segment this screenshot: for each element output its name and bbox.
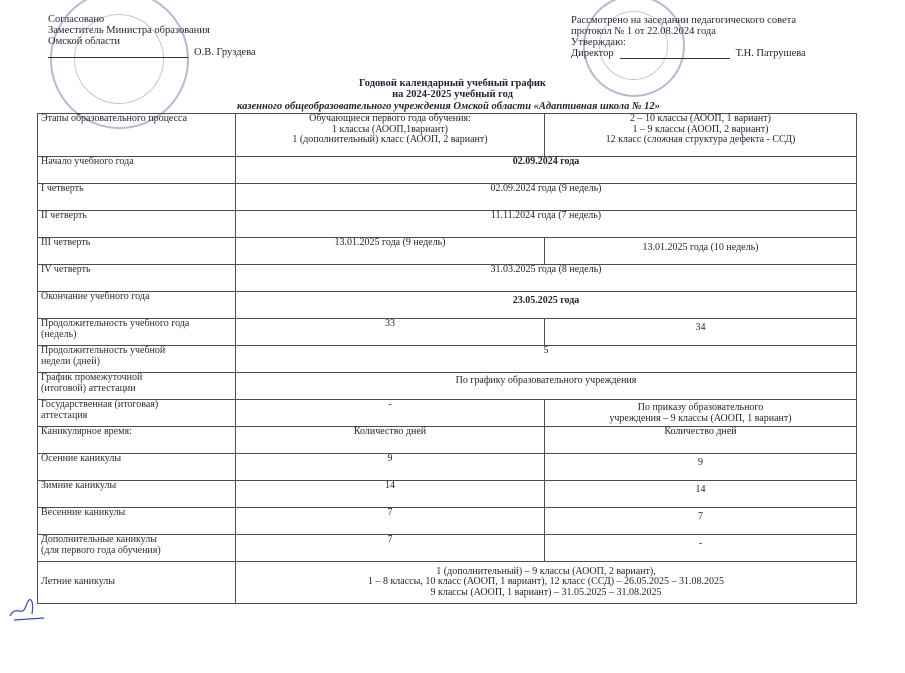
row-value-spring-first-year: 7 — [236, 508, 545, 535]
row-label-q2: II четверть — [38, 211, 236, 238]
table-row — [38, 238, 857, 265]
header-first-year-line2: 1 классы (АООП,1вариант) — [332, 123, 448, 135]
row-label-state-line2: аттестация — [41, 409, 88, 421]
row-label-winter: Зимние каникулы — [38, 481, 236, 508]
approval-right-line4: Директор — [571, 48, 614, 59]
table-row — [38, 481, 857, 508]
row-value-autumn-first-year: 9 — [236, 454, 545, 481]
table-row — [38, 400, 857, 427]
row-value-autumn-other: 9 — [545, 454, 857, 481]
row-label-extra-line2: (для первого года обучения) — [41, 544, 161, 556]
table-row — [38, 184, 857, 211]
row-label-duration — [38, 319, 236, 346]
row-value-winter-first-year: 14 — [236, 481, 545, 508]
row-label-interim-line2: (итоговой) аттестации — [41, 382, 136, 394]
table-row — [38, 427, 857, 454]
row-value-q3-first-year: 13.01.2025 года (9 недель) — [236, 238, 545, 265]
school-name: казенного общеобразовательного учреждения Омской области «Адаптивная школа № 12» — [237, 101, 660, 112]
header-col-first-year — [236, 114, 545, 157]
row-value-state-other — [545, 400, 857, 427]
signature-line-left — [48, 48, 188, 58]
table-row — [38, 157, 857, 184]
row-value-state-first-year: - — [236, 400, 545, 427]
approval-left-line2: Заместитель Министра образования — [48, 25, 210, 36]
row-label-end: Окончание учебного года — [38, 292, 236, 319]
row-label-extra — [38, 535, 236, 562]
approval-right-line3: Утверждаю: — [571, 37, 626, 48]
signature-line-right — [620, 49, 730, 59]
row-label-q3: III четверть — [38, 238, 236, 265]
row-value-winter-other: 14 — [545, 481, 857, 508]
table-row — [38, 508, 857, 535]
table-row — [38, 562, 857, 604]
header-other-grades-line2: 1 – 9 классы (АООП, 2 вариант) — [632, 123, 769, 135]
header-first-year-line3: 1 (дополнительный) класс (АООП, 2 вариант) — [292, 134, 488, 145]
row-value-week-days: 5 — [236, 346, 857, 373]
row-label-start: Начало учебного года — [38, 157, 236, 184]
row-label-interim-line1: График промежуточной — [41, 372, 143, 383]
row-label-q1: I четверть — [38, 184, 236, 211]
row-value-spring-other: 7 — [545, 508, 857, 535]
schedule-table — [37, 113, 857, 604]
table-row — [38, 346, 857, 373]
row-value-holidays-first-year: Количество дней — [236, 427, 545, 454]
header-col-stages: Этапы образовательного процесса — [38, 114, 236, 157]
row-value-state-other-line2: учреждения – 9 классы (АООП, 1 вариант) — [609, 412, 792, 424]
approval-right-line1: Рассмотрено на заседании педагогического совета — [571, 15, 797, 26]
table-row — [38, 535, 857, 562]
table-row — [38, 265, 857, 292]
row-value-end: 23.05.2025 года — [236, 292, 857, 319]
row-label-state-line1: Государственная (итоговая) — [41, 399, 159, 410]
table-row — [38, 319, 857, 346]
header-other-grades-line1: 2 – 10 классы (АООП, 1 вариант) — [630, 113, 771, 124]
header-col-other-grades — [545, 114, 857, 157]
row-label-week-days-line2: недели (дней) — [41, 355, 100, 367]
table-row — [38, 211, 857, 238]
handwritten-mark — [8, 596, 48, 622]
row-label-week-days-line1: Продолжительность учебной — [41, 345, 166, 356]
row-value-duration-first-year: 33 — [236, 319, 545, 346]
row-value-extra-other: - — [545, 535, 857, 562]
row-value-start: 02.09.2024 года — [236, 157, 857, 184]
approval-left-line3: Омской области — [48, 36, 121, 47]
header-first-year-line1: Обучающиеся первого года обучения: — [309, 113, 471, 124]
document-subtitle: на 2024-2025 учебный год — [392, 89, 513, 100]
table-row — [38, 454, 857, 481]
row-value-holidays-other: Количество дней — [545, 427, 857, 454]
row-value-extra-first-year: 7 — [236, 535, 545, 562]
row-value-q2: 11.11.2024 года (7 недель) — [236, 211, 857, 238]
header-other-grades-line3: 12 класс (сложная структура дефекта - ССД) — [605, 134, 796, 145]
row-label-holidays: Каникулярное время: — [38, 427, 236, 454]
row-value-q1: 02.09.2024 года (9 недель) — [236, 184, 857, 211]
row-value-q3-other: 13.01.2025 года (10 недель) — [545, 238, 857, 265]
document-title: Годовой календарный учебный график — [359, 78, 546, 89]
row-label-summer: Летние каникулы — [38, 562, 236, 604]
row-label-state — [38, 400, 236, 427]
row-value-q4: 31.03.2025 года (8 недель) — [236, 265, 857, 292]
approval-right-signer: Т.Н. Патрушева — [735, 48, 806, 59]
row-label-duration-line1: Продолжительность учебного года — [41, 318, 190, 329]
row-value-summer-line1: 1 (дополнительный) – 9 классы (АООП, 2 вариант), — [436, 565, 656, 577]
table-row-header — [38, 114, 857, 157]
row-label-extra-line1: Дополнительные каникулы — [41, 534, 157, 545]
row-value-state-other-line1: По приказу образовательного — [637, 402, 764, 413]
table-row — [38, 292, 857, 319]
approval-left-line1: Согласовано — [48, 14, 105, 25]
row-label-q4: IV четверть — [38, 265, 236, 292]
row-label-spring: Весенние каникулы — [38, 508, 236, 535]
row-label-duration-line2: (недель) — [41, 328, 77, 340]
approval-right-line2: протокол № 1 от 22.08.2024 года — [571, 26, 716, 37]
row-label-week-days — [38, 346, 236, 373]
approval-block-left — [48, 14, 256, 58]
row-value-summer-line3: 9 классы (АООП, 1 вариант) – 31.05.2025 – 31.08.2025 — [430, 586, 662, 598]
row-label-autumn: Осенние каникулы — [38, 454, 236, 481]
row-value-summer — [236, 562, 857, 604]
row-label-interim — [38, 373, 236, 400]
approval-left-signer: О.В. Груздева — [194, 47, 256, 58]
row-value-interim: По графику образовательного учреждения — [236, 373, 857, 400]
table-row — [38, 373, 857, 400]
row-value-duration-other: 34 — [545, 319, 857, 346]
approval-block-right — [571, 15, 806, 59]
row-value-summer-line2: 1 – 8 классы, 10 класс (АООП, 1 вариант), 12 класс (ССД) – 26.05.2025 – 31.08.2025 — [367, 576, 725, 588]
